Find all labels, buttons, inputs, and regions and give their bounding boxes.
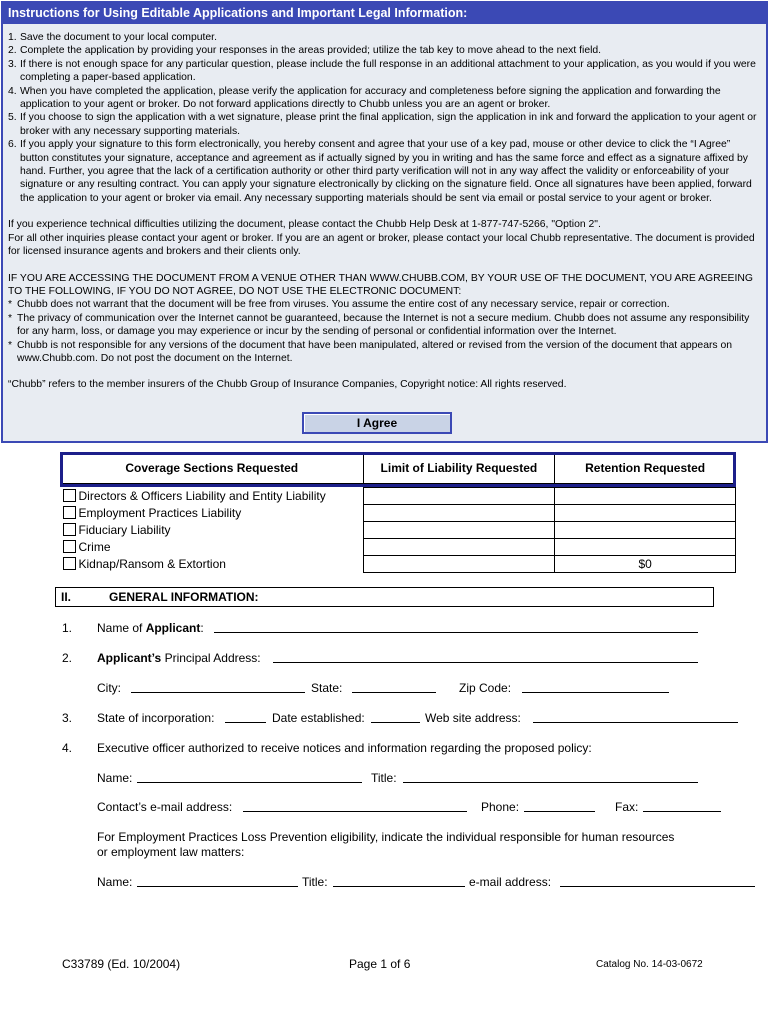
zip-field[interactable] [522, 681, 669, 697]
retention-field[interactable] [555, 539, 736, 556]
limit-field[interactable] [363, 488, 555, 505]
contact-email-field[interactable] [243, 800, 467, 816]
coverage-checkbox[interactable] [63, 506, 76, 519]
date-established-field[interactable] [371, 711, 420, 727]
zip-label: Zip Code: [459, 681, 512, 695]
limit-field[interactable] [363, 522, 555, 539]
principal-address-field[interactable] [273, 651, 698, 667]
warning-intro: IF YOU ARE ACCESSING THE DOCUMENT FROM A VENUE OTHER THAN WWW.CHUBB.COM, BY YOUR USE OF THE DOCUMENT, YOU ARE AGREEING TO THE FOLLOWING, IF YOU DO NOT AGREE, DO NOT USE THE ELECTRONIC DOCUMENT: [8, 272, 753, 297]
q4-label: Executive officer authorized to receive notices and information regarding the proposed policy: [97, 741, 592, 755]
instructions-panel [1, 1, 768, 443]
coverage-row [61, 522, 736, 539]
incorporation-label: State of incorporation: [97, 711, 215, 725]
hr-email-label: e-mail address: [469, 875, 552, 889]
contact-email-label: Contact’s e-mail address: [97, 800, 233, 814]
q4-number: 4. [62, 741, 73, 755]
coverage-label: Directors & Officers Liability and Entity Liability [78, 489, 326, 503]
i-agree-button[interactable]: I Agree [302, 412, 452, 434]
coverage-table [60, 452, 736, 573]
page-number: Page 1 of 6 [349, 957, 411, 971]
coverage-row [61, 488, 736, 505]
instructions-title: Instructions for Using Editable Applications and Important Legal Information: [3, 3, 766, 24]
incorporation-field[interactable] [225, 711, 266, 727]
section-general-information [55, 587, 714, 607]
q1-number: 1. [62, 621, 73, 635]
instruction-step: 2. Complete the application by providing your responses in the areas provided; utilize the tab key to move ahead to the next field. [8, 45, 602, 57]
coverage-label: Crime [78, 540, 111, 554]
legal-warning [8, 272, 761, 366]
instruction-step: 1. Save the document to your local computer. [8, 32, 217, 43]
q1-label: Name of Applicant: [97, 621, 204, 635]
phone-field[interactable] [524, 800, 595, 816]
date-established-label: Date established: [272, 711, 365, 725]
help-desk-text: If you experience technical difficulties utilizing the document, please contact the Chubb Help Desk at 1-877-747-5266, "Option 2". For all other inquiries please contact your agent or broker. If you are an agent or broker, please contact your local Chubb representative. The document is provided for licensed insurance agents and brokers and their clients only. [8, 219, 755, 258]
officer-title-field[interactable] [403, 771, 698, 787]
limit-field[interactable] [363, 505, 555, 522]
coverage-checkbox[interactable] [63, 489, 76, 502]
hr-email-field[interactable] [560, 875, 755, 891]
limit-field[interactable] [363, 539, 555, 556]
epl-instruction: For Employment Practices Loss Prevention eligibility, indicate the individual responsible for human resources [97, 830, 675, 844]
hr-name-field[interactable] [137, 875, 298, 891]
coverage-row [61, 539, 736, 556]
warning-bullet: * The privacy of communication over the Internet cannot be guaranteed, because the Internet is not a secure medium. Chubb does not assume any responsibility for any harm, loss, or damage you may experience or incur by the sending of personal or confidential information over the Internet. [8, 312, 750, 338]
instruction-step: 6. If you apply your signature to this form electronically, you hereby consent and agree that your use of a key pad, mouse or other device to click the “I Agree” button constitutes your signature, acceptance and agreement as if actually signed by you in writing and has the same force and effect as a signature affixed by hand. Further, you agree that the lack of a certification authority or other third party verification will not in any way affect the validity or enforceability of your signature or any resulting contract. You can apply your signature electronically by clicking on the signature field. Once all signatures have been applied, forward the application to your agent or broker via email. Any necessary supporting materials should be sent via email or postal service to your agent or broker. [8, 139, 752, 204]
q2-label: Applicant’s Principal Address: [97, 651, 261, 665]
epl-instruction-cont: or employment law matters: [97, 845, 245, 859]
city-field[interactable] [131, 681, 305, 697]
q2-number: 2. [62, 651, 73, 665]
warning-bullet: * Chubb does not warrant that the document will be free from viruses. You assume the entire cost of any necessary service, repair or correction. [8, 299, 670, 311]
instruction-step: 3. If there is not enough space for any particular question, please include the full response in an additional attachment to your application, as you would if you were completing a paper-based application. [8, 58, 756, 84]
q3-number: 3. [62, 711, 73, 725]
section-number: II. [61, 590, 72, 604]
section-title: GENERAL INFORMATION: [109, 590, 259, 604]
website-field[interactable] [533, 711, 738, 727]
hr-name-label: Name: [97, 875, 133, 889]
coverage-label: Employment Practices Liability [78, 506, 242, 520]
phone-label: Phone: [481, 800, 520, 814]
retention-field[interactable] [555, 505, 736, 522]
officer-name-field[interactable] [137, 771, 362, 787]
coverage-header-row [61, 453, 736, 484]
instruction-step: 5. If you choose to sign the application with a wet signature, please print the final application, sign the application in ink and forward the application to your agent or broker with any necessary supporting materials. [8, 112, 757, 137]
instructions-body [3, 24, 766, 392]
officer-name-label: Name: [97, 771, 133, 785]
website-label: Web site address: [425, 711, 521, 725]
coverage-row [61, 505, 736, 522]
fax-label: Fax: [615, 800, 639, 814]
coverage-label: Kidnap/Ransom & Extortion [78, 557, 226, 571]
limit-header: Limit of Liability Requested [363, 453, 555, 484]
hr-title-field[interactable] [333, 875, 465, 891]
limit-field[interactable] [363, 556, 555, 573]
coverage-checkbox[interactable] [63, 540, 76, 553]
applicant-name-field[interactable] [214, 621, 698, 637]
coverage-checkbox[interactable] [63, 523, 76, 536]
coverage-sections-header: Coverage Sections Requested [61, 453, 364, 484]
fax-field[interactable] [643, 800, 721, 816]
officer-title-label: Title: [371, 771, 397, 785]
hr-title-label: Title: [302, 875, 328, 889]
state-label: State: [311, 681, 343, 695]
instruction-step: 4. When you have completed the application, please verify the application for accuracy and completeness before signing the application and forwarding the application to your agent or broker. Do not forward applications directly to Chubb unless you are an agent or broker. [8, 85, 721, 111]
coverage-row [61, 556, 736, 573]
city-label: City: [97, 681, 121, 695]
form-id: C33789 (Ed. 10/2004) [62, 957, 181, 971]
retention-header: Retention Requested [555, 453, 736, 484]
coverage-checkbox[interactable] [63, 557, 76, 570]
state-field[interactable] [352, 681, 436, 697]
retention-field[interactable] [555, 522, 736, 539]
warning-bullet: * Chubb is not responsible for any versions of the document that have been manipulated, altered or revised from the version of the document that appears on www.Chubb.com. Do not post the document on the Internet. [8, 339, 733, 364]
copyright-notice: “Chubb” refers to the member insurers of the Chubb Group of Insurance Companies, Copyright notice: All rights reserved. [8, 379, 567, 391]
retention-field[interactable]: $0 [555, 556, 736, 573]
coverage-label: Fiduciary Liability [78, 523, 171, 537]
retention-field[interactable] [555, 488, 736, 505]
catalog-number: Catalog No. 14-03-0672 [596, 959, 703, 970]
